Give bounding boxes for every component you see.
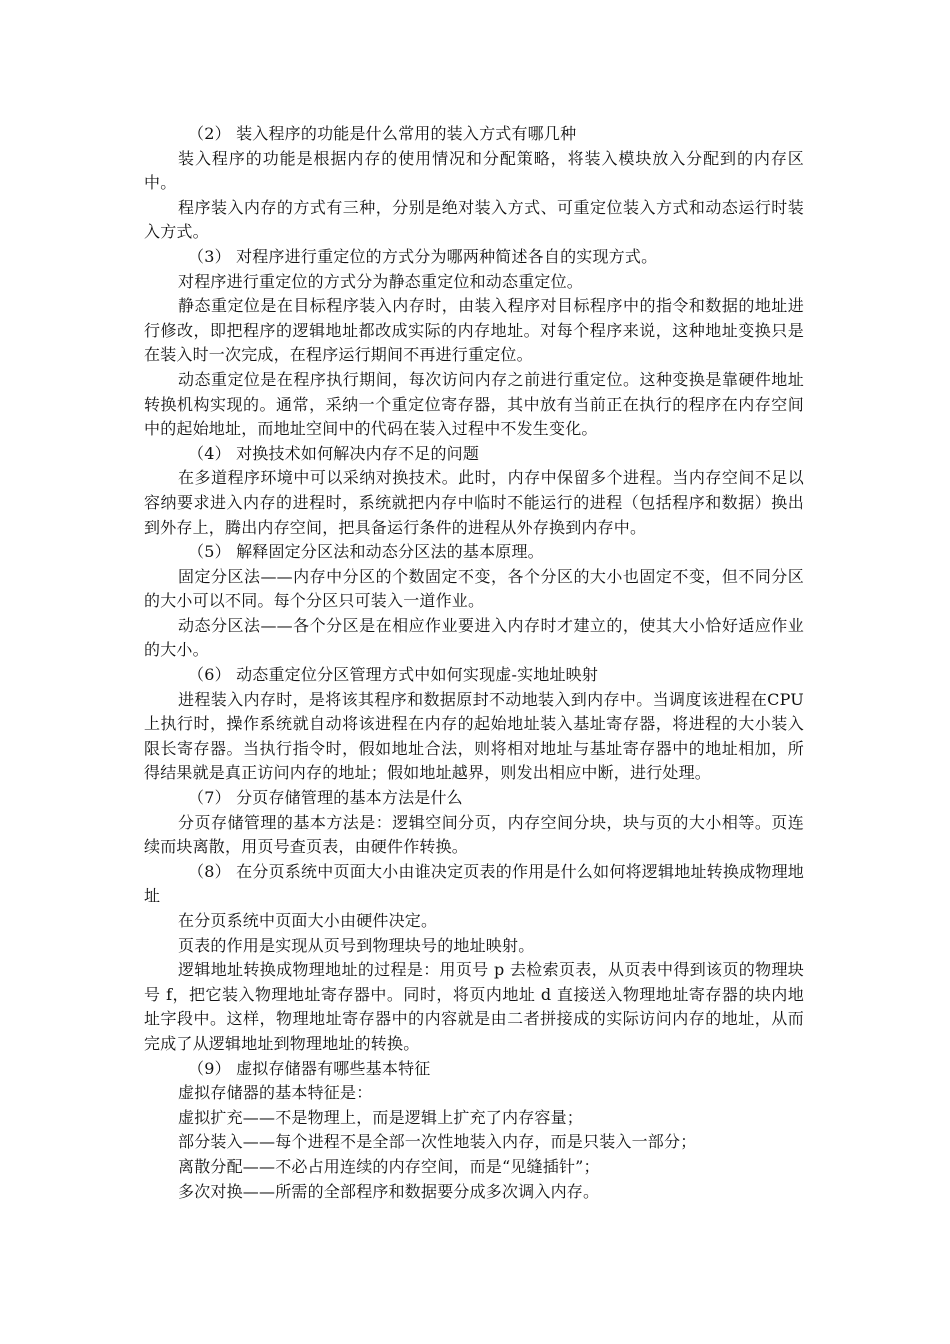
list-item: 离散分配——不必占用连续的内存空间，而是“见缝插针”； bbox=[178, 1156, 600, 1176]
answer-paragraph: 动态重定位是在程序执行期间，每次访问内存之前进行重定位。这种变换是靠硬件地址转换机构实现的。通常，采纳一个重定位寄存器，其中放有当前正在执行的程序在内存空间中的起始地址，而地址空间中的代码在装入过程中不发生变化。 bbox=[144, 369, 804, 439]
list-item: 多次对换——所需的全部程序和数据要分成多次调入内存。 bbox=[178, 1181, 600, 1201]
list-item: 部分装入——每个进程不是全部一次性地装入内存，而是只装入一部分； bbox=[178, 1132, 697, 1152]
answer-paragraph: 进程装入内存时，是将该其程序和数据原封不动地装入到内存中。当调度该进程在CPU 上执行时，操作系统就自动将该进程在内存的起始地址装入基址寄存器，将进程的大小装入限长寄存器。当执行指令时，假如地址合法，则将相对地址与基址寄存器中的地址相加，所得结果就是真正访问内存的地址；假如地址越界，则发出相应中断，进行处理。 bbox=[144, 689, 804, 783]
question-4: （4） 对换技术如何解决内存不足的问题 bbox=[188, 443, 480, 463]
answer-paragraph: 分页存储管理的基本方法是：逻辑空间分页，内存空间分块，块与页的大小相等。页连续而块离散，用页号查页表，由硬件作转换。 bbox=[144, 812, 804, 857]
question-2: （2） 装入程序的功能是什么常用的装入方式有哪几种 bbox=[188, 124, 577, 143]
answer-paragraph: 在分页系统中页面大小由硬件决定。 bbox=[178, 911, 438, 930]
question-8: （8） 在分页系统中页面大小由谁决定页表的作用是什么如何将逻辑地址转换成物理地址 bbox=[144, 861, 804, 906]
question-9: （9） 虚拟存储器有哪些基本特征 bbox=[188, 1058, 431, 1078]
answer-paragraph: 逻辑地址转换成物理地址的过程是：用页号 p 去检索页表，从页表中得到该页的物理块号 f，把它装入物理地址寄存器中。同时，将页内地址 d 直接送入物理地址寄存器的块内地址字段中。这样，物理地址寄存器中的内容就是由二者拼接成的实际访问内存的地址，从而完成了从逻辑地址到物理地址的转换。 bbox=[144, 960, 804, 1053]
answer-paragraph: 静态重定位是在目标程序装入内存时，由装入程序对目标程序中的指令和数据的地址进行修改，即把程序的逻辑地址都改成实际的内存地址。对每个程序来说，这种地址变换只是在装入时一次完成，在程序运行期间不再进行重定位。 bbox=[144, 296, 804, 365]
answer-paragraph: 程序装入内存的方式有三种，分别是绝对装入方式、可重定位装入方式和动态运行时装入方式。 bbox=[144, 197, 804, 242]
question-3: （3） 对程序进行重定位的方式分为哪两种简述各自的实现方式。 bbox=[188, 246, 658, 266]
list-item: 虚拟扩充——不是物理上，而是逻辑上扩充了内存容量； bbox=[178, 1107, 584, 1127]
answer-paragraph: 动态分区法——各个分区是在相应作业要进入内存时才建立的，使其大小恰好适应作业的大小。 bbox=[144, 615, 804, 660]
question-7: （7） 分页存储管理的基本方法是什么 bbox=[188, 788, 463, 808]
document-body bbox=[144, 122, 804, 1204]
answer-paragraph: 对程序进行重定位的方式分为静态重定位和动态重定位。 bbox=[178, 271, 584, 291]
answer-paragraph: 固定分区法——内存中分区的个数固定不变，各个分区的大小也固定不变，但不同分区的大小可以不同。每个分区只可装入一道作业。 bbox=[144, 566, 804, 611]
question-6: （6） 动态重定位分区管理方式中如何实现虚-实地址映射 bbox=[188, 665, 599, 685]
answer-paragraph: 页表的作用是实现从页号到物理块号的地址映射。 bbox=[178, 935, 535, 955]
answer-paragraph: 虚拟存储器的基本特征是： bbox=[178, 1083, 373, 1103]
answer-paragraph: 在多道程序环境中可以采纳对换技术。此时，内存中保留多个进程。当内存空间不足以容纳要求进入内存的进程时，系统就把内存中临时不能运行的进程（包括程序和数据）换出到外存上，腾出内存空间，把具备运行条件的进程从外存换到内存中。 bbox=[144, 468, 804, 537]
question-5: （5） 解释固定分区法和动态分区法的基本原理。 bbox=[188, 542, 544, 562]
answer-paragraph: 装入程序的功能是根据内存的使用情况和分配策略，将装入模块放入分配到的内存区中。 bbox=[144, 148, 804, 193]
